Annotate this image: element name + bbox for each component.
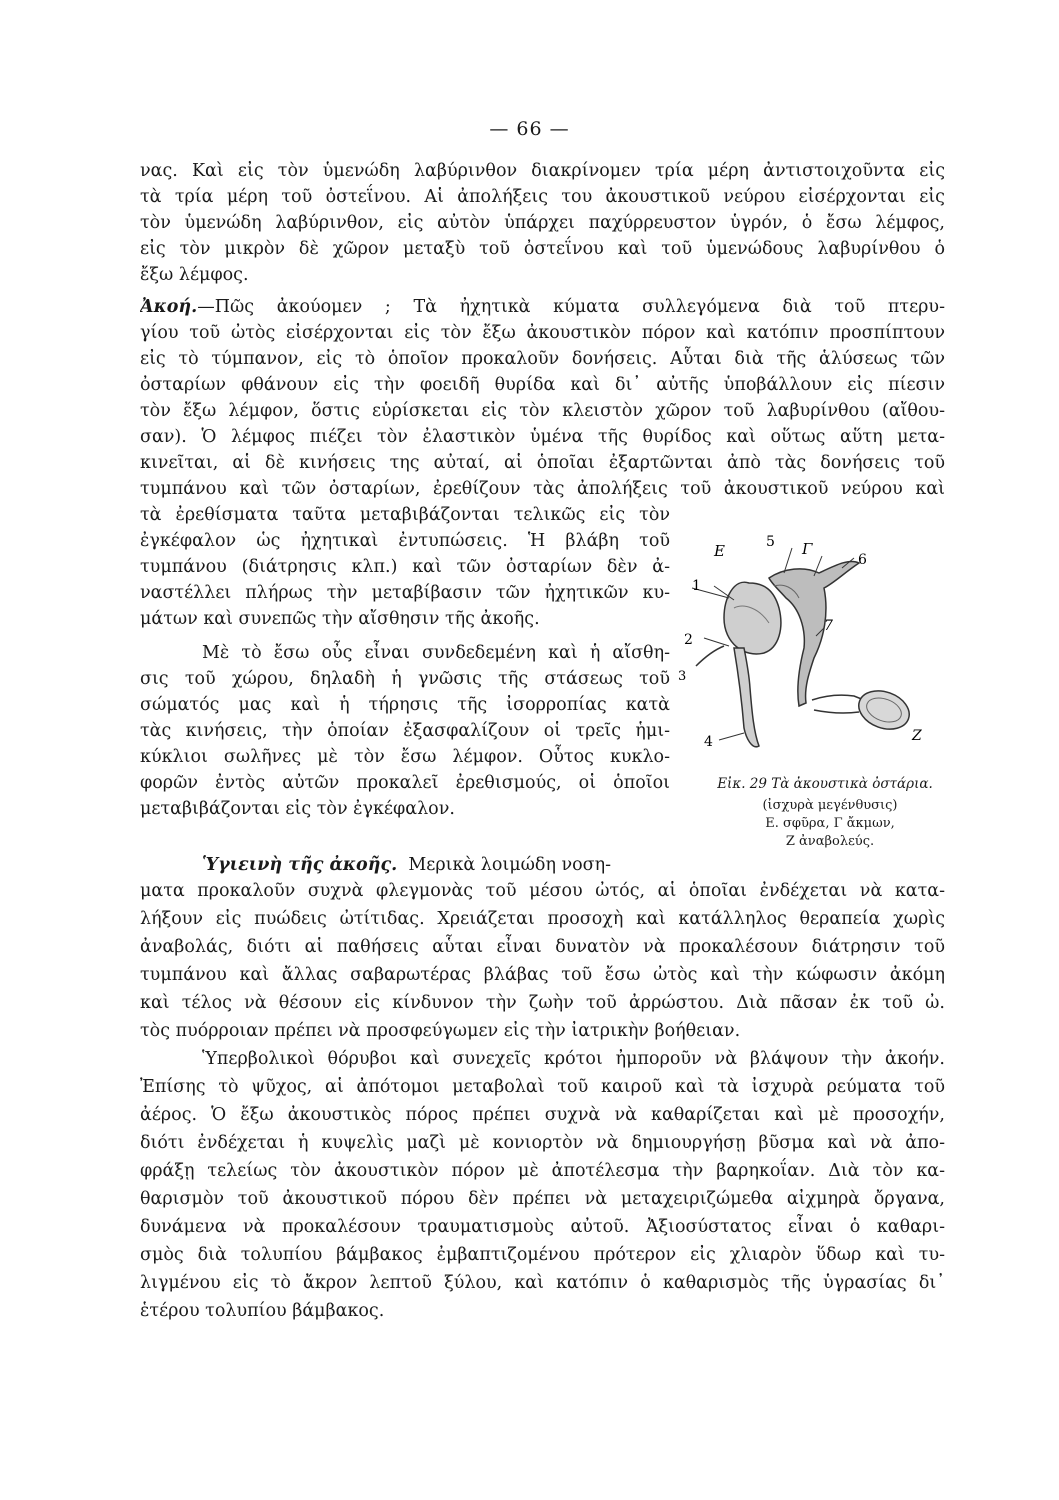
- figure-caption-line: Ε. σφῦρα, Γ ἄκμων,: [765, 816, 895, 831]
- text-line: Ἐπίσης τὸ ψῦχος, αἱ ἀπότομοι μεταβολαὶ τοῦ καιροῦ καὶ τὰ ἰσχυρὰ ρεύματα τοῦ: [140, 1077, 945, 1097]
- text-line: νας. Καὶ εἰς τὸν ὑμενώδη λαβύρινθον διακρίνομεν τρία μέρη ἀντιστοιχοῦντα εἰς: [140, 161, 945, 181]
- text-run: Μερικὰ λοιμώδη νοση-: [408, 855, 612, 875]
- text-line: τὰ τρία μέρη τοῦ ὀστεΐνου. Αἱ ἀπολήξεις του ἀκουστικοῦ νεύρου εἰσέρχονται εἰς: [140, 187, 945, 207]
- text-line: μεταβιβάζονται εἰς τὸν ἐγκέφαλον.: [140, 799, 455, 819]
- figure-caption-line: Ζ ἀναβολεύς.: [785, 834, 875, 849]
- text-line: ἑτέρου τολυπίου βάμβακος.: [140, 1301, 385, 1321]
- text-line: Ὑπερβολικοὶ θόρυβοι καὶ συνεχεῖς κρότοι ἠμποροῦν νὰ βλάψουν τὴν ἀκοήν.: [202, 1049, 945, 1069]
- text-line: δυνάμενα νὰ προκαλέσουν τραυματισμοὺς αὐτοῦ. Ἀξιοσύστατος εἶναι ὁ καθαρι-: [140, 1217, 945, 1237]
- text-line: σμὸς διὰ τολυπίου βάμβακος ἐμβαπτιζομένου πρότερον εἰς χλιαρὸν ὕδωρ καὶ τυ-: [140, 1245, 945, 1265]
- text-line: ἐγκέφαλον ὡς ἠχητικαὶ ἐντυπώσεις. Ἡ βλάβη τοῦ: [140, 531, 670, 551]
- text-line: τυμπάνου (διάτρησις κλπ.) καὶ τῶν ὀσταρίων δὲν ἀ-: [140, 557, 670, 577]
- text-line: μάτων καὶ συνεπῶς τὴν αἴσθησιν τῆς ἀκοῆς.: [140, 609, 540, 629]
- figure-caption-title: Εἰκ. 29 Τὰ ἀκουστικὰ ὀστάρια.: [717, 776, 933, 792]
- section-heading-akoi: Ἀκοή.: [140, 297, 198, 317]
- text-line: σις τοῦ χώρου, δηλαδὴ ἡ γνῶσις τῆς στάσεως τοῦ: [140, 669, 670, 689]
- page-number: — 66 —: [489, 118, 570, 140]
- label-3: 3: [678, 669, 687, 684]
- text-line: λήξουν εἰς πυώδεις ὠτίτιδας. Χρειάζεται προσοχὴ καὶ κατάλληλος θεραπεία χωρὶς: [140, 909, 945, 929]
- label-6: 6: [858, 552, 867, 568]
- label-4: 4: [704, 734, 713, 750]
- text-line: τὰ ἐρεθίσματα ταῦτα μεταβιβάζονται τελικῶς εἰς τὸν: [140, 505, 670, 525]
- text-line: Μὲ τὸ ἔσω οὖς εἶναι συνδεδεμένη καὶ ἡ αἴσθη-: [202, 643, 670, 663]
- text-line: φορῶν ἐντὸς αὐτῶν προκαλεῖ ἐρεθισμούς, οἱ ὁποῖοι: [140, 773, 670, 793]
- label-5: 5: [766, 534, 775, 550]
- section-heading-ygieini: Ὑγιεινὴ τῆς ἀκοῆς.: [202, 855, 398, 875]
- text-line: ἀναβολάς, διότι αἱ παθήσεις αὗται εἶναι δυνατὸν νὰ προκαλέσουν διάτρησιν τοῦ: [140, 937, 945, 957]
- text-line: τυμπάνου καὶ ἄλλας σαβαρωτέρας βλάβας τοῦ ἔσω ὠτὸς καὶ τὴν κώφωσιν ἀκόμη: [140, 965, 945, 985]
- text-line: διότι ἐνδέχεται ἡ κυψελὶς μαζὶ μὲ κονιορτὸν νὰ δημιουργήσῃ βῦσμα καὶ νὰ ἀπο-: [140, 1133, 945, 1153]
- figure-caption-line: (ἰσχυρὰ μεγένθυσις): [762, 798, 898, 813]
- text-line: εἰς τὸν μικρὸν δὲ χῶρον μεταξὺ τοῦ ὀστεΐνου καὶ τοῦ ὑμενώδους λαβυρίνθου ὁ: [140, 239, 945, 259]
- text-line: ὀσταρίων φθάνουν εἰς τὴν φοειδῆ θυρίδα καὶ δι᾽ αὐτῆς ὑποβάλλουν εἰς πίεσιν: [140, 375, 945, 395]
- text-run: —Πῶς ἀκούομεν ; Τὰ ἠχητικὰ κύματα συλλεγόμενα διὰ τοῦ πτερυ-: [197, 297, 945, 317]
- text-line: τυμπάνου καὶ τῶν ὀσταρίων, ἐρεθίζουν τὰς ἀπολήξεις τοῦ ἀκουστικοῦ νεύρου καὶ: [140, 479, 945, 499]
- text-line: ἔξω λέμφος.: [140, 265, 249, 285]
- label-2: 2: [684, 632, 693, 648]
- label-G: Γ: [802, 540, 813, 558]
- text-line: λιγμένου εἰς τὸ ἄκρον λεπτοῦ ξύλου, καὶ κατόπιν ὁ καθαρισμὸς τῆς ὑγρασίας δι᾽: [140, 1273, 945, 1293]
- ear-ossicles-figure: [674, 528, 954, 773]
- text-line: κύκλιοι σωλῆνες μὲ τὸν ἔσω λέμφον. Οὗτος κυκλο-: [140, 747, 670, 767]
- label-7: 7: [824, 618, 833, 634]
- text-line: τὸς πυόρροιαν πρέπει νὰ προσφεύγωμεν εἰς τὴν ἰατρικὴν βοήθειαν.: [140, 1021, 741, 1041]
- text-line: εἰς τὸ τύμπανον, εἰς τὸ ὁποῖον προκαλοῦν δονήσεις. Αὗται διὰ τῆς ἁλύσεως τῶν: [140, 349, 945, 369]
- text-line: σαν). Ὁ λέμφος πιέζει τὸν ἐλαστικὸν ὑμένα τῆς θυρίδος καὶ οὕτως αὕτη μετα-: [140, 427, 945, 447]
- text-line: φράξῃ τελείως τὸν ἀκουστικὸν πόρον μὲ ἀποτέλεσμα τὴν βαρηκοΐαν. Διὰ τὸν κα-: [140, 1161, 945, 1181]
- label-E: Ε: [714, 542, 725, 560]
- text-line: [140, 294, 945, 320]
- ossicles-drawing: [674, 528, 954, 773]
- text-line: σώματός μας καὶ ἡ τήρησις τῆς ἰσορροπίας κατὰ: [140, 695, 670, 715]
- text-line: γίου τοῦ ὠτὸς εἰσέρχονται εἰς τὸν ἔξω ἀκουστικὸν πόρον καὶ κατόπιν προσπίπτουν: [140, 323, 945, 343]
- text-line: [140, 852, 700, 878]
- text-line: τὸν ὑμενώδη λαβύρινθον, εἰς αὐτὸν ὑπάρχει παχύρρευστον ὑγρόν, ὁ ἔσω λέμφος,: [140, 213, 945, 233]
- text-line: κινεῖται, αἱ δὲ κινήσεις της αὐταί, αἱ ὁποῖαι ἐξαρτῶνται ἀπὸ τὰς δονήσεις τοῦ: [140, 453, 945, 473]
- text-line: ματα προκαλοῦν συχνὰ φλεγμονὰς τοῦ μέσου ὠτός, αἱ ὁποῖαι ἐνδέχεται νὰ κατα-: [140, 881, 945, 901]
- label-1: 1: [692, 578, 701, 594]
- text-line: ἀέρος. Ὁ ἔξω ἀκουστικὸς πόρος πρέπει συχνὰ νὰ καθαρίζεται καὶ μὲ προσοχήν,: [140, 1105, 945, 1125]
- text-line: θαρισμὸν τοῦ ἀκουστικοῦ πόρου δὲν πρέπει νὰ μεταχειριζώμεθα αἰχμηρὰ ὄργανα,: [140, 1189, 945, 1209]
- text-line: τὸν ἔξω λέμφον, ὅστις εὑρίσκεται εἰς τὸν κλειστὸν χῶρον τοῦ λαβυρίνθου (αἴθου-: [140, 401, 945, 421]
- label-Z: Ζ: [912, 728, 922, 744]
- text-line: τὰς κινήσεις, τὴν ὁποίαν ἐξασφαλίζουν οἱ τρεῖς ἡμι-: [140, 721, 670, 741]
- text-line: καὶ τέλος νὰ θέσουν εἰς κίνδυνον τὴν ζωὴν τοῦ ἀρρώστου. Διὰ πᾶσαν ἐκ τοῦ ὠ.: [140, 993, 945, 1013]
- text-line: ναστέλλει πλήρως τὴν μεταβίβασιν τῶν ἠχητικῶν κυ-: [140, 583, 670, 603]
